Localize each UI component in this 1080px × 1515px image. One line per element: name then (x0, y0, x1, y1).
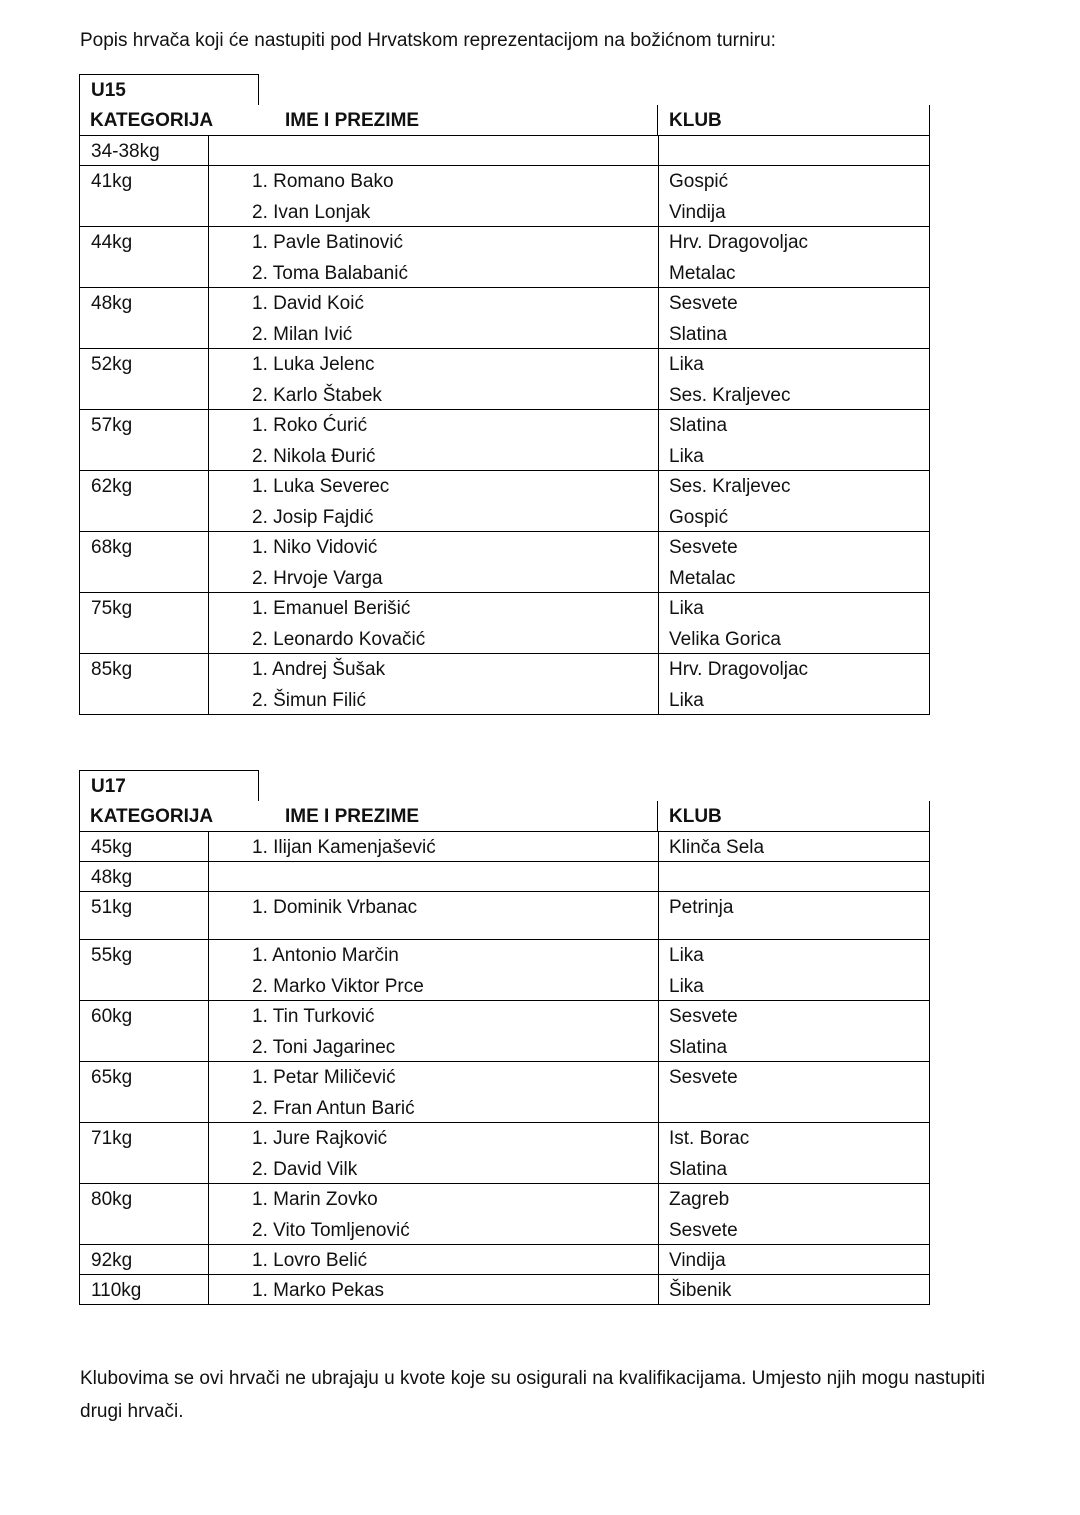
wrestler-name: 2. Fran Antun Barić (252, 1098, 415, 1119)
club-name: Ses. Kraljevec (669, 385, 791, 406)
club-name: Hrv. Dragovoljac (669, 659, 809, 680)
names-cell (252, 593, 425, 655)
table-row (79, 593, 930, 654)
wrestler-name: 2. Leonardo Kovačić (252, 629, 426, 650)
table-row (79, 136, 930, 166)
clubs-cell (669, 940, 704, 1002)
clubs-cell (669, 349, 790, 411)
footer-note: Klubovima se ovi hrvači ne ubrajaju u kvote koje su osigurali na kvalifikacijama. Umjesto njih mogu nastupiti drugi hrvači. (80, 1368, 986, 1422)
club-name: Lika (669, 945, 704, 966)
names-cell (252, 1062, 415, 1124)
category-cell: 85kg (91, 659, 133, 680)
header-category: KATEGORIJA (90, 806, 214, 827)
club-name: Ses. Kraljevec (669, 476, 791, 497)
club-name: Petrinja (669, 897, 734, 918)
u17-group-label: U17 (79, 770, 259, 801)
clubs-cell (669, 166, 728, 228)
club-name: Hrv. Dragovoljac (669, 232, 809, 253)
header-club: KLUB (669, 806, 722, 827)
u17-header-row (79, 801, 930, 832)
club-name: Gospić (669, 171, 729, 192)
table-row (79, 892, 930, 940)
club-name: Lika (669, 354, 704, 375)
wrestler-name: 1. Lovro Belić (252, 1250, 368, 1271)
table-row (79, 1123, 930, 1184)
category-cell: 71kg (91, 1128, 133, 1149)
club-name: Klinča Sela (669, 837, 765, 858)
names-cell (252, 1275, 384, 1306)
category-cell: 75kg (91, 598, 133, 619)
club-name: Šibenik (669, 1280, 732, 1301)
header-club: KLUB (669, 110, 722, 131)
names-cell (252, 410, 376, 472)
club-name: Lika (669, 598, 704, 619)
club-name: Vindija (669, 202, 726, 223)
category-cell: 45kg (91, 837, 133, 858)
clubs-cell (669, 471, 790, 533)
category-cell: 110kg (91, 1280, 142, 1301)
names-cell (252, 349, 382, 411)
clubs-cell (669, 1275, 731, 1306)
table-row (79, 471, 930, 532)
clubs-cell (669, 1184, 738, 1246)
u15-rows (79, 136, 930, 715)
u15-group-label: U15 (79, 74, 259, 105)
names-cell (252, 227, 408, 289)
club-name: Slatina (669, 1159, 728, 1180)
header-name: IME I PREZIME (285, 806, 420, 827)
wrestler-name: 2. Hrvoje Varga (252, 568, 383, 589)
clubs-cell (669, 892, 733, 923)
table-row (79, 349, 930, 410)
names-cell (252, 1245, 367, 1276)
category-cell: 48kg (91, 293, 133, 314)
club-name: Sesvete (669, 1006, 738, 1027)
category-cell: 80kg (91, 1189, 133, 1210)
u15-header-row (79, 105, 930, 136)
club-name: Gospić (669, 507, 729, 528)
wrestler-name: 1. Dominik Vrbanac (252, 897, 418, 918)
wrestler-name: 2. Toma Balabanić (252, 263, 408, 284)
clubs-cell (669, 288, 738, 350)
wrestler-name: 1. Petar Miličević (252, 1067, 396, 1088)
club-name: Sesvete (669, 1067, 738, 1088)
u17-rows (79, 832, 930, 1305)
wrestler-name: 2. Milan Ivić (252, 324, 353, 345)
clubs-cell (669, 832, 764, 863)
category-cell: 60kg (91, 1006, 133, 1027)
category-cell: 52kg (91, 354, 133, 375)
names-cell (252, 288, 364, 350)
table-row (79, 288, 930, 349)
category-cell: 44kg (91, 232, 133, 253)
names-cell (252, 1184, 410, 1246)
wrestler-name: 1. Ilijan Kamenjašević (252, 837, 436, 858)
club-name: Lika (669, 446, 704, 467)
clubs-cell (669, 1245, 726, 1276)
table-row (79, 1245, 930, 1275)
names-cell (252, 1001, 395, 1063)
header-name: IME I PREZIME (285, 110, 420, 131)
wrestler-name: 1. Marko Pekas (252, 1280, 384, 1301)
table-row (79, 1275, 930, 1305)
wrestler-name: 2. Toni Jagarinec (252, 1037, 396, 1058)
wrestler-name: 2. Nikola Đurić (252, 446, 376, 467)
category-cell: 68kg (91, 537, 133, 558)
club-name: Metalac (669, 568, 736, 589)
clubs-cell (669, 410, 727, 472)
wrestler-name: 1. Emanuel Berišić (252, 598, 411, 619)
club-name: Sesvete (669, 293, 738, 314)
wrestler-name: 1. Romano Bako (252, 171, 394, 192)
club-name: Slatina (669, 415, 728, 436)
wrestler-name: 1. Roko Ćurić (252, 415, 368, 436)
club-name: Slatina (669, 324, 728, 345)
table-row (79, 410, 930, 471)
wrestler-name: 1. Pavle Batinović (252, 232, 404, 253)
category-cell: 65kg (91, 1067, 133, 1088)
club-name: Vindija (669, 1250, 726, 1271)
wrestler-name: 1. Marin Zovko (252, 1189, 378, 1210)
wrestler-name: 1. Tin Turković (252, 1006, 375, 1027)
names-cell (252, 940, 424, 1002)
club-name: Velika Gorica (669, 629, 781, 650)
club-name: Ist. Borac (669, 1128, 750, 1149)
table-row (79, 940, 930, 1001)
table-row (79, 532, 930, 593)
wrestler-name: 1. Jure Rajković (252, 1128, 388, 1149)
wrestler-name: 2. Karlo Štabek (252, 385, 382, 406)
clubs-cell (669, 227, 808, 289)
names-cell (252, 654, 385, 716)
names-cell (252, 532, 383, 594)
wrestler-name: 2. Vito Tomljenović (252, 1220, 410, 1241)
wrestler-name: 1. David Koić (252, 293, 364, 314)
category-cell: 48kg (91, 867, 133, 888)
clubs-cell (669, 654, 808, 716)
header-category: KATEGORIJA (90, 110, 214, 131)
wrestler-name: 2. David Vilk (252, 1159, 358, 1180)
wrestler-name: 1. Niko Vidović (252, 537, 378, 558)
names-cell (252, 471, 389, 533)
wrestler-name: 1. Antonio Marčin (252, 945, 399, 966)
table-row (79, 862, 930, 892)
names-cell (252, 1123, 387, 1185)
table-row (79, 654, 930, 715)
wrestler-name: 1. Luka Severec (252, 476, 390, 497)
names-cell (252, 892, 417, 923)
table-row (79, 832, 930, 862)
names-cell (252, 166, 394, 228)
clubs-cell (669, 532, 738, 594)
names-cell (252, 832, 436, 863)
wrestler-name: 1. Andrej Šušak (252, 659, 386, 680)
club-name: Lika (669, 976, 704, 997)
table-row (79, 1062, 930, 1123)
category-cell: 51kg (91, 897, 133, 918)
club-name: Zagreb (669, 1189, 730, 1210)
category-cell: 55kg (91, 945, 133, 966)
wrestler-name: 2. Josip Fajdić (252, 507, 374, 528)
category-cell: 41kg (91, 171, 133, 192)
wrestler-name: 2. Marko Viktor Prce (252, 976, 424, 997)
table-row (79, 1001, 930, 1062)
club-name: Slatina (669, 1037, 728, 1058)
club-name: Sesvete (669, 1220, 738, 1241)
clubs-cell (669, 1123, 749, 1185)
wrestler-name: 2. Ivan Lonjak (252, 202, 371, 223)
category-cell: 34-38kg (91, 141, 160, 162)
club-name: Lika (669, 690, 704, 711)
wrestler-name: 1. Luka Jelenc (252, 354, 375, 375)
category-cell: 92kg (91, 1250, 133, 1271)
table-row (79, 166, 930, 227)
clubs-cell (669, 593, 781, 655)
table-row (79, 227, 930, 288)
table-row (79, 1184, 930, 1245)
clubs-cell (669, 1062, 738, 1093)
club-name: Metalac (669, 263, 736, 284)
category-cell: 62kg (91, 476, 133, 497)
intro-text: Popis hrvača koji će nastupiti pod Hrvatskom reprezentacijom na božićnom turniru: (80, 30, 776, 51)
wrestler-name: 2. Šimun Filić (252, 690, 367, 711)
club-name: Sesvete (669, 537, 738, 558)
category-cell: 57kg (91, 415, 133, 436)
clubs-cell (669, 1001, 738, 1063)
